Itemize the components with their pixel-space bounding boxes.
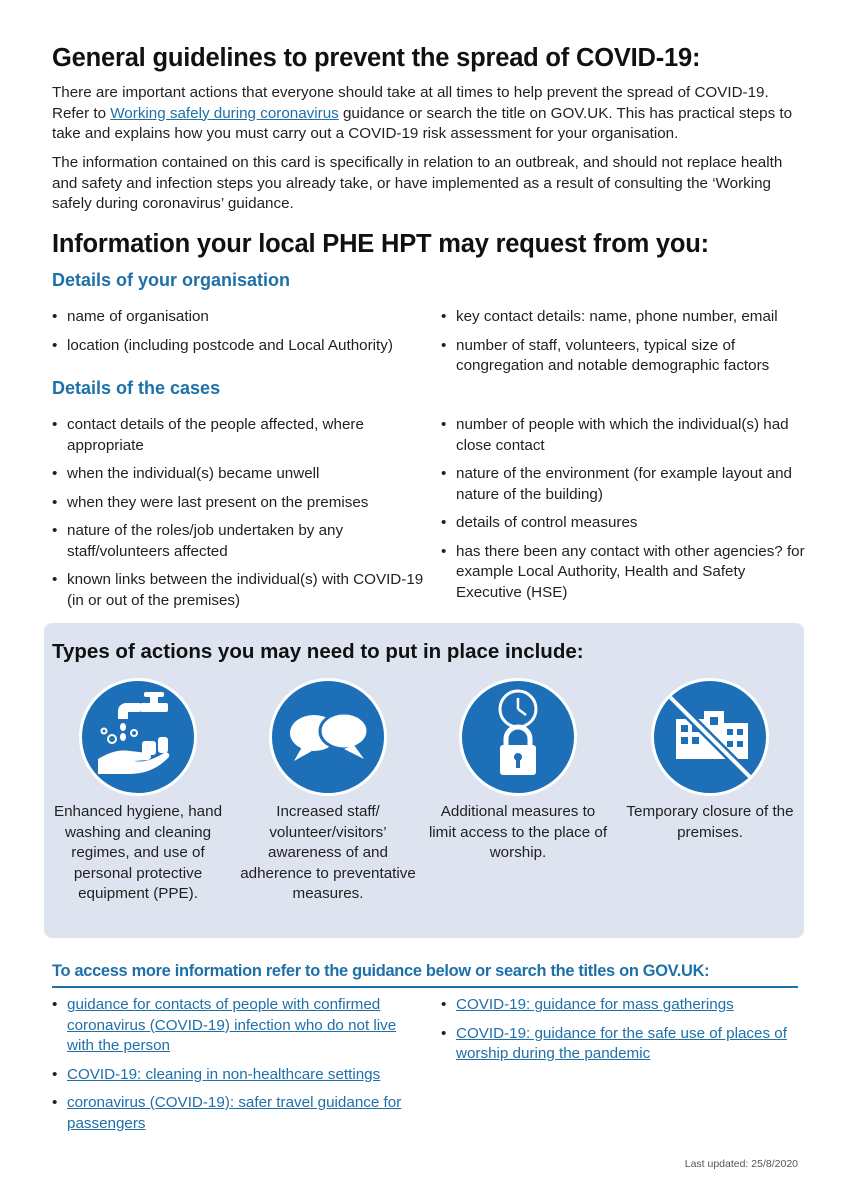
guidance-link[interactable]: coronavirus (COVID-19): safer travel guidance for passengers <box>67 1094 402 1132</box>
action-caption: Enhanced hygiene, hand washing and cleaning regimes, and use of personal protective equipment (PPE). <box>53 803 223 902</box>
last-updated-text: Last updated: 25/8/2020 <box>684 1158 798 1170</box>
list-item <box>441 1024 806 1065</box>
organisation-details-heading: Details of your organisation <box>52 270 291 290</box>
list-item: • number of staff, volunteers, typical size of congregation and notable demographic factors <box>441 336 806 377</box>
intro-text-after: guidance or search the title on GOV.UK. This has practical steps to take and explains how you must carry out a COVID-19 risk assessment for your organisation. <box>52 104 793 142</box>
general-intro-paragraph <box>52 83 804 145</box>
list-item <box>52 1093 422 1134</box>
list-item: • has there been any contact with other agencies? for example Local Authority, Health and Safety Executive (HSE) <box>441 542 806 604</box>
list-item: • when they were last present on the premises <box>52 493 432 514</box>
list-item: • nature of the environment (for example layout and nature of the building) <box>441 464 806 505</box>
information-request-title: Information your local PHE HPT may request from you: <box>52 230 709 258</box>
action-closure <box>620 678 800 843</box>
guidance-link[interactable]: COVID-19: guidance for mass gatherings <box>456 996 734 1013</box>
organisation-list-right <box>441 307 806 385</box>
organisation-list-left <box>52 307 432 364</box>
more-information-heading: To access more information refer to the guidance below or search the titles on GOV.UK: <box>52 962 710 980</box>
list-item: • nature of the roles/job undertaken by any staff/volunteers affected <box>52 521 432 562</box>
cases-list-left <box>52 415 432 619</box>
guidance-links-right <box>441 995 806 1073</box>
list-item: • contact details of the people affected, where appropriate <box>52 415 432 456</box>
guidance-links-left <box>52 995 422 1142</box>
hand-washing-icon <box>79 678 197 796</box>
intro-text-before: There are important actions that everyone should take at all times to help prevent the spread of COVID-19. Refer to <box>52 84 769 122</box>
list-item: • key contact details: name, phone number, email <box>441 307 806 328</box>
list-item: • known links between the individual(s) with COVID-19 (in or out of the premises) <box>52 570 432 611</box>
action-caption: Temporary closure of the premises. <box>626 803 794 841</box>
guidance-link[interactable]: COVID-19: guidance for the safe use of places of worship during the pandemic <box>456 1024 787 1062</box>
list-item: • location (including postcode and Local Authority) <box>52 336 432 357</box>
list-item: • name of organisation <box>52 307 432 328</box>
building-closed-icon <box>651 678 769 796</box>
action-access <box>428 678 608 864</box>
action-caption: Increased staff/ volunteer/visitors’ awareness of and adherence to preventative measures. <box>240 803 416 902</box>
guidance-link[interactable]: COVID-19: cleaning in non-healthcare settings <box>67 1065 381 1083</box>
general-guidelines-title: General guidelines to prevent the spread of COVID-19: <box>52 44 701 72</box>
action-caption: Additional measures to limit access to the place of worship. <box>428 803 608 861</box>
list-item: • number of people with which the individual(s) had close contact <box>441 415 806 456</box>
cases-list-right <box>441 415 806 611</box>
cases-details-heading: Details of the cases <box>52 378 221 398</box>
actions-heading: Types of actions you may need to put in place include: <box>52 640 584 663</box>
list-item <box>52 995 422 1057</box>
list-item: • details of control measures <box>441 513 806 534</box>
list-item: • when the individual(s) became unwell <box>52 464 432 485</box>
action-hygiene <box>48 678 228 905</box>
guidance-link[interactable]: guidance for contacts of people with confirmed coronavirus (COVID-19) infection who do not live with the person <box>67 996 397 1054</box>
divider <box>52 986 798 988</box>
list-item <box>441 995 806 1016</box>
speech-bubbles-icon <box>269 678 387 796</box>
list-item <box>52 1065 422 1086</box>
outbreak-info-paragraph: The information contained on this card is specifically in relation to an outbreak, and should not replace health and safety and infection steps you already take, or have implemented as a result of consulting the ‘Working safely during coronavirus’ guidance. <box>52 154 783 212</box>
working-safely-link[interactable]: Working safely during coronavirus <box>110 104 339 122</box>
action-awareness <box>238 678 418 905</box>
clock-padlock-icon <box>459 678 577 796</box>
